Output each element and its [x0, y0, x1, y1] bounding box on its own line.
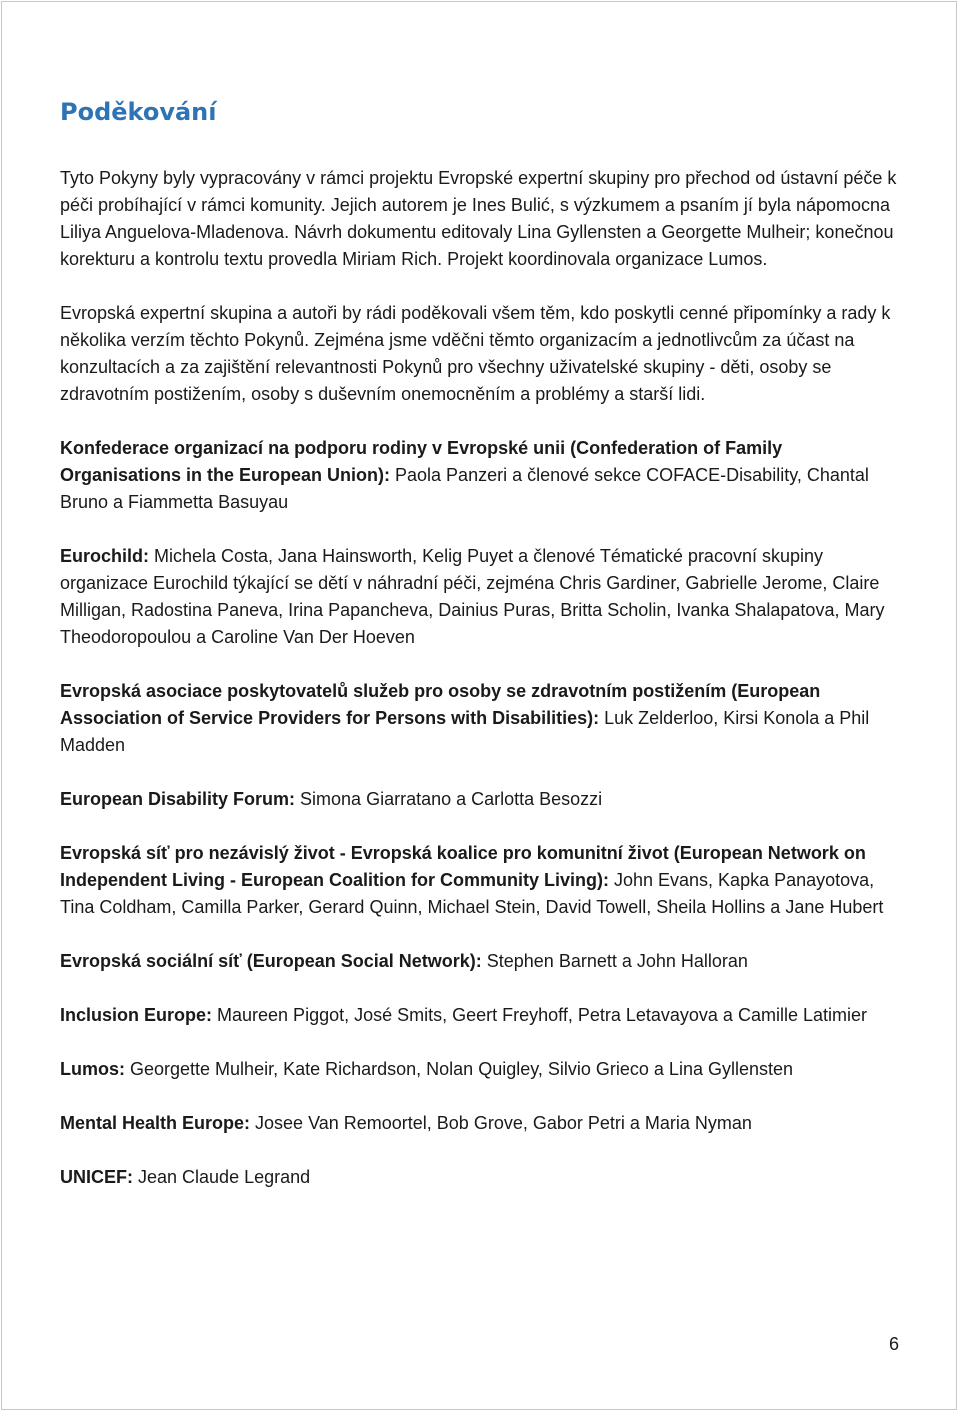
acknowledgement-entry [60, 1056, 902, 1083]
acknowledgement-entry [60, 1002, 902, 1029]
contributor-names: Georgette Mulheir, Kate Richardson, Nolan Quigley, Silvio Grieco a Lina Gyllensten [125, 1059, 794, 1079]
contributor-names: Josee Van Remoortel, Bob Grove, Gabor Petri a Maria Nyman [250, 1113, 752, 1133]
organisation-name: European Disability Forum: [60, 789, 296, 809]
acknowledgement-entry [60, 678, 902, 759]
contributor-names: Paola Panzeri a členové sekce COFACE-Disability, Chantal Bruno a Fiammetta Basuyau [60, 465, 869, 512]
acknowledgement-entry [60, 786, 902, 813]
acknowledgement-entry [60, 840, 902, 921]
contributor-names: Stephen Barnett a John Halloran [481, 951, 748, 971]
acknowledgement-entry [60, 1164, 902, 1191]
organisation-name: Evropská síť pro nezávislý život - Evropská koalice pro komunitní život (European Network on Independent Living - European Coalition for Community Living): [60, 843, 866, 890]
acknowledgement-entry [60, 543, 902, 651]
contributor-names: Simona Giarratano a Carlotta Besozzi [295, 789, 603, 809]
contributor-names: John Evans, Kapka Panayotova, Tina Coldham, Camilla Parker, Gerard Quinn, Michael Stein, David Towell, Sheila Hollins a Jane Hubert [60, 870, 884, 917]
page-title: Poděkování [60, 98, 217, 126]
organisation-name: Inclusion Europe: [60, 1005, 213, 1025]
contributor-names: Luk Zelderloo, Kirsi Konola a Phil Madden [60, 708, 870, 755]
organisation-name: Konfederace organizací na podporu rodiny v Evropské unii (Confederation of Family Organisations in the European Union): [60, 438, 783, 485]
organisation-name: Eurochild: [60, 546, 149, 566]
acknowledgement-entry [60, 435, 902, 516]
contributor-names: Michela Costa, Jana Hainsworth, Kelig Puyet a členové Tématické pracovní skupiny organizace Eurochild týkající se dětí v náhradní péči, zejména Chris Gardiner, Gabrielle Jerome, Claire Milligan, Radostina Paneva, Irina Papancheva, Dainius Puras, Britta Scholin, Ivanka Shalapatova, Mary Theodoropoulou a Caroline Van Der Hoeven [60, 546, 885, 647]
page-number: 6 [888, 1334, 899, 1354]
organisation-name: Lumos: [60, 1059, 125, 1079]
intro-paragraph: Tyto Pokyny byly vypracovány v rámci projektu Evropské expertní skupiny pro přechod od ústavní péče k péči probíhající v rámci komunity. Jejich autorem je Ines Bulić, s výzkumem a psaním jí byla nápomocna Liliya Anguelova-Mladenova. Návrh dokumentu editovaly Lina Gyllensten a Georgette Mulheir; konečnou korekturu a kontrolu textu provedla Miriam Rich. Projekt koordinovala organizace Lumos. [60, 168, 897, 269]
contributor-names: Jean Claude Legrand [133, 1167, 311, 1187]
acknowledgement-entry [60, 1110, 902, 1137]
acknowledgement-entry [60, 948, 902, 975]
contributor-names: Maureen Piggot, José Smits, Geert Freyhoff, Petra Letavayova a Camille Latimier [212, 1005, 867, 1025]
organisation-name: UNICEF: [60, 1167, 133, 1187]
organisation-name: Evropská sociální síť (European Social Network): [60, 951, 482, 971]
organisation-name: Evropská asociace poskytovatelů služeb pro osoby se zdravotním postižením (European Association of Service Providers for Persons with Disabilities): [60, 681, 821, 728]
intro-paragraph: Evropská expertní skupina a autoři by rádi poděkovali všem těm, kdo poskytli cenné připomínky a rady k několika verzím těchto Pokynů. Zejména jsme vděčni těmto organizacím a jednotlivcům za účast na konzultacích a za zajištění relevantnosti Pokynů pro všechny uživatelské skupiny - děti, osoby se zdravotním postižením, osoby s duševním onemocněním a problémy a starší lidi. [60, 303, 891, 404]
organisation-name: Mental Health Europe: [60, 1113, 251, 1133]
document-body [60, 92, 902, 1191]
